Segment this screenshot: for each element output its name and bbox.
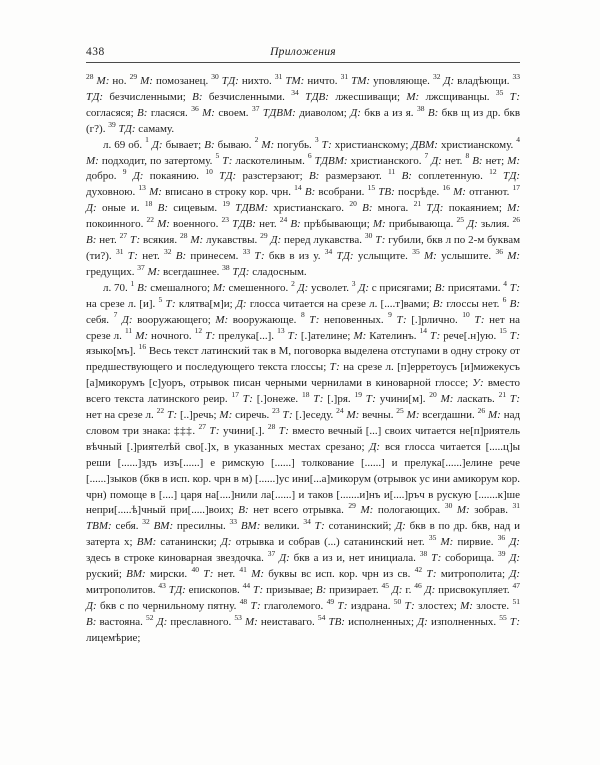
note-number: 15: [499, 326, 507, 336]
note-number: 29: [129, 71, 138, 81]
note-number: 39: [497, 549, 506, 559]
siglum: Т:: [165, 297, 176, 310]
note-number: 2: [291, 278, 295, 288]
siglum: Т:: [254, 249, 265, 262]
siglum: Т:: [365, 393, 376, 406]
note-number: 54: [317, 612, 326, 622]
siglum: М:: [488, 409, 501, 422]
siglum: М:: [507, 154, 521, 167]
note-number: 40: [191, 564, 199, 574]
siglum: М:: [372, 218, 386, 231]
siglum: Д:: [297, 281, 309, 294]
note-number: 42: [414, 564, 423, 574]
siglum: ТДВ:: [232, 218, 256, 231]
siglum: М:: [353, 329, 367, 342]
note-number: 1: [130, 278, 135, 288]
note-number: 31: [274, 71, 283, 81]
siglum: Т:: [209, 424, 220, 437]
note-number: 33: [242, 246, 251, 256]
siglum: Т:: [205, 329, 216, 342]
note-number: 53: [234, 612, 242, 622]
siglum: Т:: [166, 409, 178, 422]
note-number: 43: [158, 580, 166, 590]
siglum: Т:: [375, 234, 386, 247]
note-number: 7: [113, 310, 118, 320]
siglum: М:: [261, 138, 275, 151]
siglum: ВМ:: [240, 520, 261, 533]
note-number: 13: [277, 326, 285, 336]
running-title: Приложения: [270, 46, 336, 58]
note-number: 5: [158, 294, 163, 304]
note-number: 19: [222, 199, 230, 209]
note-number: 12: [489, 167, 497, 177]
note-number: 34: [303, 517, 311, 527]
note-number: 34: [324, 246, 333, 256]
note-number: 6: [307, 151, 312, 161]
note-number: 11: [124, 326, 133, 336]
siglum: М:: [135, 329, 149, 342]
note-number: 44: [242, 580, 251, 590]
siglum: М:: [147, 265, 161, 278]
note-number: 29: [348, 501, 356, 511]
siglum: В:: [86, 615, 97, 628]
siglum: Т:: [242, 393, 253, 406]
siglum: Т:: [222, 154, 233, 167]
siglum: Т:: [509, 90, 520, 103]
note-number: 22: [156, 405, 165, 415]
siglum: Т:: [309, 313, 320, 326]
siglum: В:: [472, 154, 483, 167]
siglum: М:: [440, 393, 454, 406]
note-number: 32: [432, 71, 441, 81]
siglum: ТД:: [168, 584, 186, 596]
siglum: ТДВ:: [305, 90, 329, 103]
siglum: Т:: [509, 281, 521, 294]
siglum: Д:: [350, 106, 361, 119]
note-number: 1: [145, 135, 149, 145]
siglum: Д:: [156, 615, 168, 628]
note-number: 16: [138, 342, 147, 352]
siglum: Д:: [509, 552, 521, 565]
siglum: Д:: [220, 536, 232, 549]
siglum: Д:: [235, 297, 247, 310]
siglum: В:: [401, 170, 412, 183]
siglum: Д:: [86, 202, 97, 215]
note-number: 45: [381, 580, 389, 590]
note-number: 25: [396, 405, 404, 415]
siglum: М:: [423, 249, 437, 262]
siglum: Д:: [467, 218, 478, 231]
siglum: М:: [149, 186, 162, 199]
siglum: ТМ:: [351, 75, 371, 87]
note-number: 30: [364, 230, 373, 240]
siglum: ТД:: [219, 170, 237, 183]
siglum: Т:: [287, 329, 298, 342]
note-number: 20: [349, 199, 357, 209]
siglum: Т:: [426, 568, 437, 581]
siglum: Т:: [430, 329, 441, 342]
siglum: ВМ:: [136, 536, 157, 549]
siglum: В:: [315, 584, 327, 596]
siglum: Д:: [424, 584, 436, 596]
note-number: 23: [272, 405, 280, 415]
note-number: 37: [267, 549, 276, 559]
siglum: Д:: [391, 584, 403, 596]
note-number: 21: [413, 199, 422, 209]
note-number: 55: [499, 612, 507, 622]
note-number: 30: [444, 501, 453, 511]
siglum: В:: [432, 297, 444, 310]
siglum: Д:: [509, 536, 520, 549]
note-number: 4: [503, 278, 508, 288]
note-number: 15: [367, 183, 376, 193]
siglum: У:: [472, 377, 484, 390]
siglum: В:: [157, 202, 168, 215]
note-number: 7: [424, 151, 429, 161]
siglum: Д:: [279, 552, 290, 565]
siglum: ТДВМ:: [262, 106, 296, 119]
note-number: 26: [512, 215, 521, 224]
note-number: 28: [267, 421, 276, 431]
note-number: 9: [122, 167, 127, 177]
note-number: 19: [354, 389, 362, 399]
siglum: ВМ:: [153, 520, 174, 533]
note-number: 36: [191, 103, 199, 113]
note-number: 18: [301, 389, 310, 399]
note-number: 28: [86, 71, 94, 81]
note-number: 10: [462, 310, 470, 320]
siglum: Т:: [431, 552, 442, 565]
note-number: 26: [477, 405, 486, 415]
paragraph: $^{28}$ М: но. $^{29}$ М: помозанец. $^{30}$ ТД: нихто. $^{31}$ ТМ: ничто. $^{31}$ ТМ: уповляюще. $^{32}$ Д: владѣющи. $^{33}$ ТД: безчисленными; В: безчисленными. $^{34}$ ТДВ: лжесшиващи; М: лжсщиванцы. $^{35}$ Т: согласяся; В: гласяся. $^{36}$ М: своем. $^{37}$ ТДВМ: диаволом; Д: бкв а из я. $^{38}$ В: бкв щ из др. бкв (г?). $^{39}$ ТД: самаму.: [86, 71, 521, 135]
note-number: 23: [221, 215, 230, 224]
siglum: ТД:: [426, 202, 444, 215]
siglum: В:: [204, 138, 215, 151]
siglum: М:: [507, 202, 520, 215]
note-number: 38: [419, 549, 428, 559]
note-number: 35: [495, 87, 504, 97]
note-number: 36: [495, 246, 503, 256]
siglum: В:: [362, 202, 373, 215]
note-number: 31: [115, 246, 124, 256]
note-number: 52: [145, 612, 154, 622]
note-number: 25: [456, 215, 464, 224]
siglum: В:: [238, 504, 249, 517]
siglum: ТД:: [336, 249, 354, 262]
siglum: В:: [290, 218, 301, 231]
siglum: ТД:: [118, 122, 136, 135]
siglum: В:: [434, 281, 446, 294]
siglum: В:: [137, 281, 148, 294]
note-number: 24: [279, 215, 288, 224]
siglum: Т:: [396, 313, 407, 326]
siglum: Т:: [253, 584, 264, 596]
siglum: Т:: [129, 234, 141, 247]
note-number: 21: [498, 389, 507, 399]
siglum: М:: [96, 75, 110, 87]
note-number: 14: [419, 326, 428, 336]
note-number: 33: [512, 71, 521, 81]
note-number: 5: [215, 151, 220, 161]
note-number: 32: [142, 517, 150, 527]
siglum: Д:: [270, 234, 282, 247]
siglum: Д:: [358, 281, 369, 294]
apparatus-text: [86, 71, 521, 647]
siglum: ТД:: [86, 90, 104, 103]
note-number: 38: [416, 103, 425, 113]
note-number: 49: [326, 596, 335, 606]
note-number: 30: [211, 71, 219, 81]
siglum: М:: [202, 106, 215, 119]
siglum: М:: [507, 249, 521, 262]
siglum: В:: [427, 106, 439, 119]
siglum: Т:: [337, 599, 348, 612]
siglum: Т:: [329, 361, 340, 374]
siglum: ТДВМ:: [235, 202, 269, 215]
siglum: Т:: [313, 393, 324, 406]
siglum: М:: [406, 409, 420, 422]
note-number: 8: [465, 151, 470, 161]
siglum: М:: [215, 313, 229, 326]
note-number: 9: [388, 310, 392, 320]
note-number: 22: [146, 215, 154, 224]
siglum: М:: [86, 154, 99, 167]
note-number: 14: [294, 183, 302, 193]
siglum: В:: [192, 90, 203, 103]
siglum: Т:: [509, 393, 521, 406]
siglum: Д:: [121, 313, 133, 326]
siglum: М:: [360, 504, 374, 517]
note-number: 20: [429, 389, 437, 399]
siglum: В:: [86, 234, 97, 247]
note-number: 17: [231, 389, 239, 399]
siglum: ТД:: [502, 170, 521, 183]
note-number: 38: [222, 262, 230, 272]
note-number: 51: [512, 596, 520, 606]
siglum: М:: [440, 536, 454, 549]
note-number: 50: [393, 596, 402, 606]
note-number: 12: [194, 326, 203, 336]
note-number: 35: [428, 533, 437, 543]
paragraph: л. 70. $^1$ В: смешалного; М: смешенного. $^2$ Д: усволет. $^3$ Д: с присягами; В: присятами. $^4$ Т: на срезе л. [и]. $^5$ Т: клятва[м]и; Д: глосса читается на срезе л. [....т]вами; В: глоссы нет. $^6$ В: себя. $^7$ Д: вооружающего; М: вооружающе. $^8$ Т: неповенных. $^9$ Т: [.]рлично. $^{10}$ Т: нет на срезе л. $^{11}$ М: ночного. $^{12}$ Т: прелука[...]. $^{13}$ Т: [.]ателине; М: Кателинъ. $^{14}$ Т: рече[.н]ую. $^{15}$ Т: языко[мъ]. $^{16}$ Весь текст латинский так в М, поговорка выделена отступами в одну строку от предшествующего и последующего текста глоссы; Т: на срезе л. [п]ерретоусъ [и]мижекусъ [а]микорумъ [с]уоръ, отрывок писан черными чернилами в киноварной глоссе; У: вместо всего текста латинского реир. $^{17}$ Т: [.]онеже. $^{18}$ Т: [.]ря. $^{19}$ Т: учини[м]. $^{20}$ М: ласкать. $^{21}$ Т: нет на срезе л. $^{22}$ Т: [..]речь; М: сиречь. $^{23}$ Т: [.]еседу. $^{24}$ М: вечны. $^{25}$ М: всегдашни. $^{26}$ М: над словом три знака: ‡‡‡. $^{27}$ Т: учини[.]. $^{28}$ Т: вместо вечный [...] своих читается не[п]риятель вѣчный [.]риятелѣй сво[.]х, в указанных местах срезано; Д: вся глосса читается [.....ц]ы реши [......]здъ изъ[......] е римскую [......] толкование [......] и прелука[......]елине рече [......]зыков (бкв в исп. кор. чрн в м) [......]ус ини[...а]микорум (отрывок ус ини амикорум кор. чрн) помоще в [....] царя на[....]нили ла[......] и таков [.......и]нъ и[....]ръч в рускую [.......к]ше непри[.....ѣ]чный при[.....]воих; В: нет всего отрывка. $^{29}$ М: пологающих. $^{30}$ М: зобрав. $^{31}$ ТВМ: себя. $^{32}$ ВМ: пресилны. $^{33}$ ВМ: велики. $^{34}$ Т: сотанинский; Д: бкв в по др. бкв, над и затерта х; ВМ: сатанински; Д: отрывка и собрав (...) сатанинский нет. $^{35}$ М: пирвие. $^{36}$ Д: здесь в строке киноварная звездочка. $^{37}$ Д: бкв а из и, нет инициала. $^{38}$ Т: соборища. $^{39}$ Д: руский; ВМ: мирски. $^{40}$ Т: нет. $^{41}$ М: буквы вс исп. кор. чрн из св. $^{42}$ Т: митрополита; Д: митрополитов. $^{43}$ ТД: епископов. $^{44}$ Т: призывае; В: призирает. $^{45}$ Д: г. $^{46}$ Д: присвокупляет. $^{47}$ Д: бкв с по чернильному пятну. $^{48}$ Т: глаголемого. $^{49}$ Т: издрана. $^{50}$ Т: злостех; М: злосте. $^{51}$ В: вастояна. $^{52}$ Д: преславного. $^{53}$ М: неиставаго. $^{54}$ ТВ: исполненных; Д: изполненных. $^{55}$ Т: лицемѣрие;: [86, 278, 521, 644]
siglum: ТДВМ:: [314, 154, 348, 167]
siglum: Т:: [509, 329, 520, 342]
siglum: М:: [453, 186, 466, 199]
siglum: М:: [456, 504, 470, 517]
siglum: Д:: [132, 170, 144, 183]
siglum: М:: [251, 568, 265, 581]
note-number: 36: [497, 533, 506, 543]
siglum: ТД:: [232, 265, 250, 278]
siglum: Т:: [509, 615, 521, 628]
siglum: Д:: [509, 568, 521, 581]
siglum: Д:: [151, 138, 163, 151]
note-number: 39: [108, 119, 116, 129]
siglum: М:: [190, 234, 204, 247]
siglum: В:: [304, 186, 316, 199]
page-number: 438: [86, 46, 105, 58]
siglum: ТВМ:: [86, 520, 112, 533]
note-number: 31: [340, 71, 349, 81]
note-number: 4: [516, 135, 521, 145]
siglum: М:: [406, 90, 420, 103]
siglum: ВМ:: [126, 568, 146, 581]
note-number: 8: [300, 310, 305, 320]
note-number: 46: [414, 580, 422, 590]
siglum: Т:: [250, 599, 261, 612]
note-number: 2: [254, 135, 259, 145]
siglum: М:: [140, 75, 153, 87]
note-number: 29: [260, 230, 268, 240]
siglum: М:: [346, 409, 360, 422]
note-number: 31: [512, 501, 520, 511]
siglum: М:: [157, 218, 170, 231]
siglum: Т:: [203, 568, 214, 581]
note-number: 17: [512, 183, 521, 193]
note-number: 41: [239, 564, 247, 574]
siglum: Д:: [369, 440, 381, 453]
siglum: В:: [175, 249, 187, 262]
siglum: Т:: [321, 138, 332, 151]
note-number: 32: [163, 246, 172, 256]
siglum: Т:: [404, 599, 415, 612]
note-number: 37: [137, 262, 145, 272]
siglum: М:: [460, 599, 473, 612]
page-header: [86, 46, 520, 58]
siglum: Д:: [417, 615, 428, 628]
siglum: М:: [244, 615, 258, 628]
siglum: Т:: [127, 249, 138, 262]
note-number: 18: [144, 199, 153, 209]
note-number: 3: [314, 135, 319, 145]
siglum: Т:: [474, 313, 485, 326]
note-number: 10: [205, 167, 213, 177]
siglum: ТМ:: [285, 75, 305, 87]
siglum: ДВМ:: [411, 138, 438, 151]
siglum: Т:: [314, 520, 325, 533]
siglum: ТВ:: [328, 615, 345, 628]
note-number: 37: [251, 103, 260, 113]
siglum: Д:: [443, 75, 455, 87]
siglum: Т:: [278, 424, 289, 437]
note-number: 34: [291, 87, 299, 97]
siglum: Д:: [395, 520, 406, 533]
note-number: 28: [179, 230, 188, 240]
note-number: 6: [502, 294, 507, 304]
siglum: В:: [308, 170, 320, 183]
note-number: 3: [351, 278, 356, 288]
siglum: М:: [212, 281, 226, 294]
note-number: 47: [512, 580, 520, 590]
siglum: Д:: [431, 154, 442, 167]
header-rule: [86, 62, 520, 63]
siglum: В:: [137, 106, 148, 119]
siglum: Д:: [86, 599, 97, 612]
note-number: 24: [336, 405, 344, 415]
note-number: 16: [442, 183, 450, 193]
siglum: ТВ:: [378, 186, 395, 199]
note-number: 27: [198, 421, 206, 431]
siglum: М:: [219, 409, 233, 422]
siglum: Т:: [282, 409, 293, 422]
note-number: 27: [119, 230, 128, 240]
note-number: 33: [229, 517, 238, 527]
note-number: 35: [412, 246, 420, 256]
paragraph: л. 69 об. $^1$ Д: бывает; В: бываю. $^2$ М: погубь. $^3$ Т: христианскому; ДВМ: христианскому. $^4$ М: подходит, по затертому. $^5$ Т: ласкотелиным. $^6$ ТДВМ: христианского. $^7$ Д: нет. $^8$ В: нет; М: добро. $^9$ Д: покаянию. $^{10}$ ТД: разстерзают; В: размерзают. $^{11}$ В: соплетенную. $^{12}$ ТД: духовною. $^{13}$ М: вписано в строку кор. чрн. $^{14}$ В: всобрани. $^{15}$ ТВ: посрѣде. $^{16}$ М: отганют. $^{17}$ Д: оные и. $^{18}$ В: сицевым. $^{19}$ ТДВМ: христианскаго. $^{20}$ В: многа. $^{21}$ ТД: покаянием; М: покоинного. $^{22}$ М: военного. $^{23}$ ТДВ: нет. $^{24}$ В: прѣбывающи; М: прибывающа. $^{25}$ Д: зьлия. $^{26}$ В: нет. $^{27}$ Т: всякия. $^{28}$ М: лукавствы. $^{29}$ Д: перед лукавства. $^{30}$ Т: губили, бкв л по 2-м буквам (ти?). $^{31}$ Т: нет. $^{32}$ В: принесем. $^{33}$ Т: бкв в из у. $^{34}$ ТД: услыщите. $^{35}$ М: услышите. $^{36}$ М: гредущих. $^{37}$ М: всегдашнее. $^{38}$ ТД: сладосным.: [86, 135, 521, 278]
note-number: 13: [138, 183, 146, 193]
note-number: 11: [388, 167, 396, 177]
siglum: ТД:: [221, 75, 239, 87]
siglum: В:: [509, 297, 521, 310]
note-number: 48: [239, 596, 248, 606]
